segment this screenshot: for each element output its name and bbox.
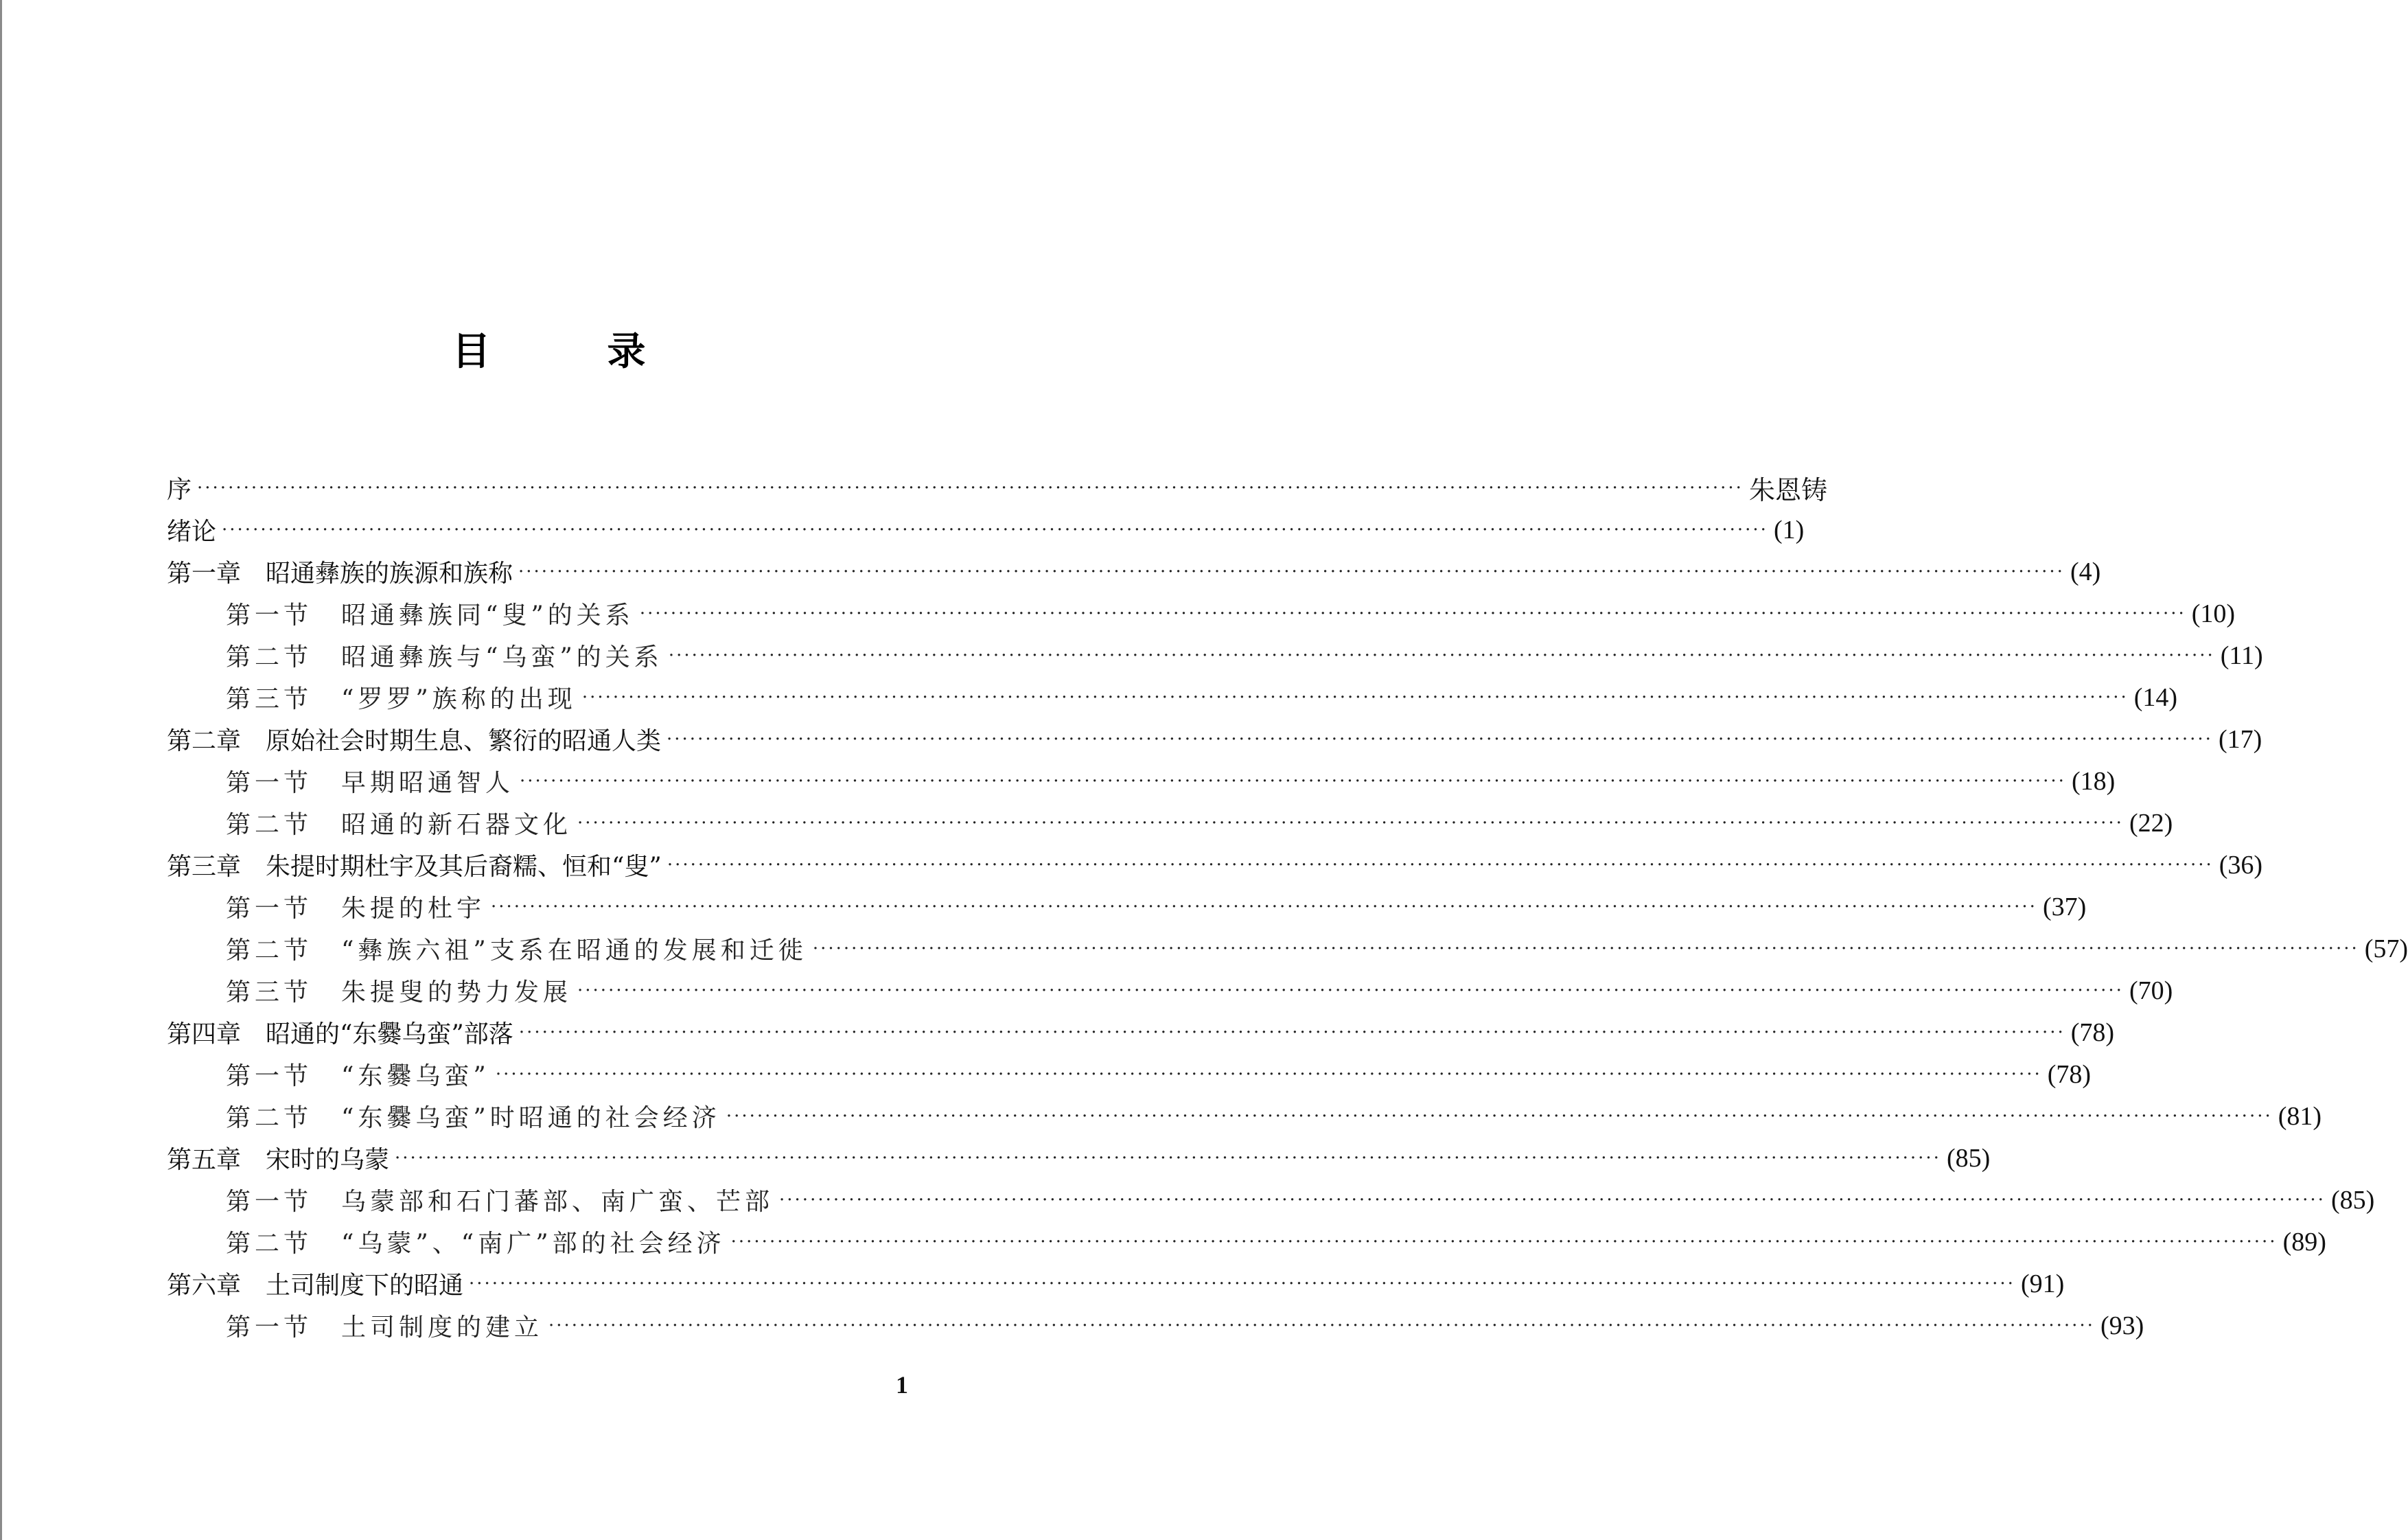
toc-dot-leader: ········································································································································································································ [222, 519, 1768, 540]
toc-dot-leader: ········································································································································································································ [779, 1189, 2326, 1210]
toc-entry-label: 第四章 昭通的“东爨乌蛮”部落 [167, 1020, 513, 1048]
toc-entry-label: 第一节 “东爨乌蛮” [226, 1062, 490, 1090]
toc-section-entry [167, 1179, 2375, 1221]
toc-entry-page: (17) [2218, 724, 2262, 754]
toc-entry-page: (36) [2219, 850, 2263, 880]
toc-entry-label: 第二节 昭通的新石器文化 [226, 811, 572, 839]
toc-chapter-entry [167, 509, 1805, 551]
toc-entry-page: (85) [2330, 1185, 2375, 1215]
toc-entry-page: (4) [2070, 557, 2101, 586]
toc-entry-page: (89) [2282, 1227, 2326, 1256]
toc-dot-leader: ········································································································································································································ [518, 561, 2065, 582]
toc-entry-page: (91) [2020, 1269, 2065, 1298]
toc-chapter-entry [167, 1137, 1991, 1179]
toc-chapter-entry [167, 1263, 2065, 1305]
toc-entry-label: 第一节 朱提的杜宇 [226, 895, 486, 923]
toc-entry-label: 第三章 朱提时期杜宇及其后裔糯、恒和“叟” [167, 853, 662, 881]
toc-section-entry [167, 802, 2173, 844]
page-left-edge [0, 0, 2, 1540]
toc-dot-leader: ········································································································································································································ [491, 896, 2037, 917]
toc-section-entry [167, 928, 2408, 969]
toc-entry-label: 第一节 土司制度的建立 [226, 1313, 544, 1342]
toc-entry-label: 第一节 昭通彝族同“叟”的关系 [226, 601, 634, 630]
toc-section-entry [167, 676, 2178, 718]
toc-dot-leader: ········································································································································································································ [520, 770, 2066, 792]
toc-entry-page: (93) [2100, 1311, 2144, 1340]
page-title [0, 328, 1098, 376]
toc-section-entry [167, 969, 2173, 1011]
toc-chapter-entry [167, 844, 2263, 886]
toc-entry-page: (78) [2070, 1018, 2115, 1047]
toc-entry-page: (10) [2191, 599, 2236, 628]
toc-dot-leader: ········································································································································································································ [395, 1147, 1941, 1169]
toc-entry-page: (37) [2042, 892, 2087, 921]
toc-dot-leader: ········································································································································································································ [726, 1105, 2273, 1127]
toc-dot-leader: ········································································································································································································ [469, 1273, 2015, 1294]
toc-entry-label: 序 [167, 476, 192, 504]
toc-entry-page: (85) [1946, 1143, 1991, 1173]
toc-section-entry [167, 1053, 2092, 1095]
toc-section-entry [167, 1221, 2326, 1263]
toc-dot-leader: ········································································································································································································ [668, 645, 2215, 666]
toc-entry-label: 绪论 [167, 518, 217, 546]
toc-section-entry [167, 1095, 2322, 1137]
toc-chapter-entry [167, 718, 2262, 760]
toc-entry-page: (14) [2133, 682, 2178, 712]
toc-entry-page: (18) [2071, 766, 2116, 796]
toc-chapter-entry [167, 467, 1827, 509]
toc-entry-label: 第二节 “乌蒙”、“南广”部的社会经济 [226, 1230, 726, 1258]
toc-chapter-entry [167, 551, 2101, 593]
toc-entry-page: (78) [2047, 1059, 2092, 1089]
toc-dot-leader: ········································································································································································································ [639, 603, 2186, 624]
toc-chapter-entry [167, 1011, 2115, 1053]
toc-entry-page: 朱恩铸 [1748, 476, 1827, 505]
toc-section-entry [167, 760, 2116, 802]
toc-section-entry [167, 1305, 2144, 1346]
toc-entry-page: (11) [2220, 641, 2263, 670]
toc-section-entry [167, 593, 2236, 634]
title-char-1: 目 [452, 330, 491, 374]
toc-dot-leader: ········································································································································································································ [577, 980, 2124, 1001]
toc-entry-label: 第二节 “东爨乌蛮”时昭通的社会经济 [226, 1104, 721, 1132]
toc-dot-leader: ········································································································································································································ [495, 1064, 2042, 1085]
toc-dot-leader: ········································································································································································································ [812, 938, 2359, 959]
toc-entry-label: 第五章 宋时的乌蒙 [167, 1146, 390, 1174]
toc-entry-page: (22) [2129, 808, 2173, 838]
toc-dot-leader: ········································································································································································································ [667, 728, 2213, 750]
toc-entry-label: 第一节 早期昭通智人 [226, 769, 515, 797]
toc-entry-label: 第二节 “彝族六祖”支系在昭通的发展和迁徙 [226, 936, 807, 965]
toc-entry-label: 第六章 土司制度下的昭通 [167, 1272, 464, 1300]
toc-entry-page: (57) [2364, 934, 2408, 963]
table-of-contents [167, 467, 2408, 1346]
toc-entry-page: (81) [2278, 1101, 2322, 1131]
toc-entry-page: (1) [1773, 515, 1805, 544]
toc-dot-leader: ········································································································································································································ [581, 687, 2129, 708]
toc-entry-label: 第三节 朱提叟的势力发展 [226, 978, 572, 1007]
toc-entry-label: 第一节 乌蒙部和石门蕃部、南广蛮、芒部 [226, 1188, 774, 1216]
toc-entry-label: 第二节 昭通彝族与“乌蛮”的关系 [226, 643, 663, 671]
toc-entry-label: 第一章 昭通彝族的族源和族称 [167, 560, 513, 588]
toc-dot-leader: ········································································································································································································ [730, 1231, 2278, 1252]
toc-dot-leader: ········································································································································································································ [577, 812, 2124, 834]
toc-dot-leader: ········································································································································································································ [667, 854, 2214, 875]
toc-dot-leader: ········································································································································································································ [518, 1022, 2065, 1043]
toc-dot-leader: ········································································································································································································ [548, 1315, 2095, 1336]
toc-entry-label: 第二章 原始社会时期生息、繁衍的昭通人类 [167, 727, 662, 755]
toc-entry-page: (70) [2129, 976, 2173, 1005]
toc-dot-leader: ········································································································································································································ [197, 477, 1744, 498]
title-char-2: 录 [607, 330, 646, 374]
toc-section-entry [167, 634, 2263, 676]
toc-section-entry [167, 886, 2087, 928]
page-number: 1 [896, 1371, 908, 1399]
toc-entry-label: 第三节 “罗罗”族称的出现 [226, 685, 577, 713]
